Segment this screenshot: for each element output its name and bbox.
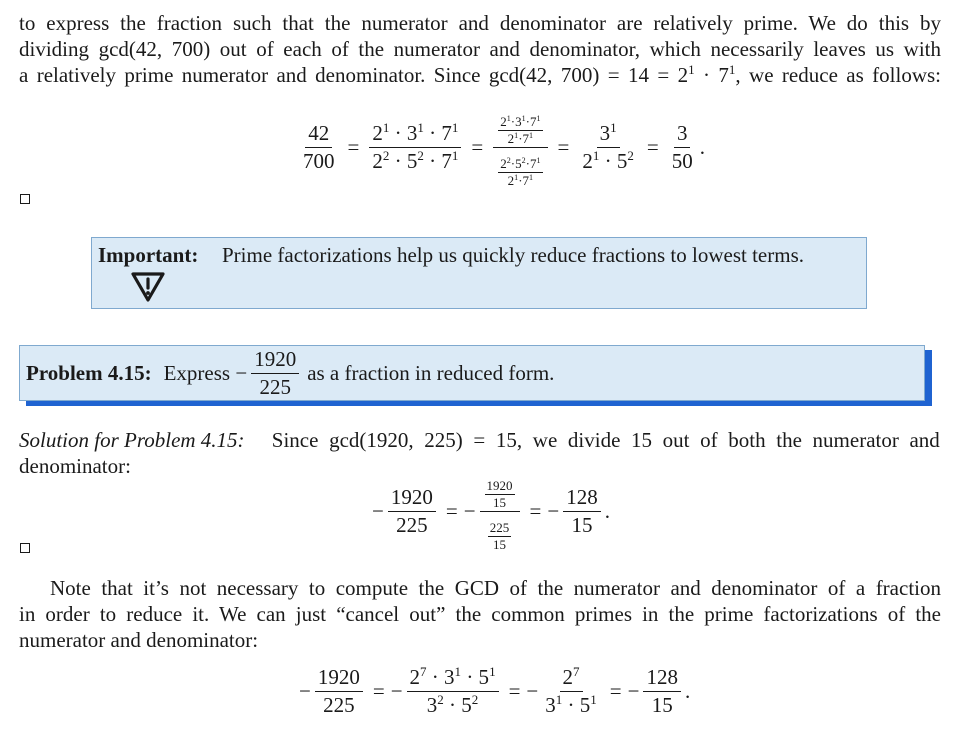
numerator: $2^1 \cdot 3^1 \cdot 7^1$ <box>369 122 461 148</box>
fraction: $\frac{2^2\cdot 5^2\cdot 7^1}{2^1\cdot 7^1}$ <box>500 156 541 188</box>
important-label: Important: <box>98 243 199 267</box>
problem-statement <box>26 348 554 399</box>
minus-sign: − <box>390 679 403 704</box>
qed-box-icon <box>20 543 30 553</box>
fraction <box>251 348 299 399</box>
fraction <box>643 666 681 717</box>
compound-fraction <box>480 472 520 552</box>
denominator: $3^2 \cdot 5^2$ <box>426 692 479 718</box>
paragraph-line: to express the fraction such that the numerator and denominator are relatively prime. We do this by <box>19 11 941 35</box>
denominator: 225 <box>396 513 428 538</box>
solution-line: denominator: <box>19 454 131 478</box>
solution-line <box>19 427 941 453</box>
fraction: $\frac{1920}{15}$ <box>486 478 513 510</box>
important-text: Prime factorizations help us quickly reduce fractions to lowest terms. <box>222 243 805 267</box>
text-segment: , we reduce as follows: <box>735 63 942 87</box>
denominator: $2^2 \cdot 5^2 \cdot 7^1$ <box>372 148 459 174</box>
paragraph-line: dividing gcd(42, 700) out of each of the numerator and denominator, which necessarily leaves us with <box>19 37 941 61</box>
problem-text: Express − <box>163 361 248 386</box>
fraction: $\frac{225}{15}$ <box>489 520 510 552</box>
solution-label: Solution for Problem 4.15: <box>19 428 245 452</box>
minus-sign: − <box>299 679 311 704</box>
minus-sign: − <box>547 499 560 524</box>
fraction <box>669 122 696 173</box>
equals-sign: = <box>347 135 360 160</box>
numerator <box>493 108 547 148</box>
period: . <box>604 499 610 524</box>
denominator: 700 <box>303 149 335 174</box>
paragraph-line: in order to reduce it. We can just “cancel out” the common primes in the prime factorizations of the <box>19 602 941 626</box>
equation-reduce-1920-225 <box>372 472 610 552</box>
equals-sign: = <box>471 135 484 160</box>
paragraph-line <box>19 62 941 88</box>
denominator: 50 <box>671 149 693 174</box>
equals-sign: = <box>508 679 521 704</box>
problem-box-shadow <box>925 350 932 406</box>
denominator <box>483 512 517 551</box>
denominator: 15 <box>651 693 673 718</box>
text-segment: · 7 <box>694 63 729 87</box>
numerator: $2^7$ <box>560 666 583 692</box>
equals-sign: = <box>372 679 385 704</box>
numerator: 1920 <box>315 666 363 692</box>
minus-sign: − <box>463 499 476 524</box>
compound-fraction <box>493 108 547 188</box>
denominator: $2^1 \cdot 5^2$ <box>582 148 634 174</box>
numerator: 128 <box>563 486 601 512</box>
fraction: $\frac{2^1\cdot 3^1\cdot 7^1}{2^1\cdot 7^1}$ <box>500 114 541 146</box>
important-callout <box>91 237 867 309</box>
numerator: 42 <box>305 122 332 148</box>
text-segment: a relatively prime numerator and denominator. Since gcd(42, 700) = 14 = 2 <box>19 63 689 87</box>
minus-sign: − <box>372 499 384 524</box>
paragraph-line: Note that it’s not necessary to compute the GCD of the numerator and denominator of a fraction <box>50 576 941 600</box>
equals-sign: = <box>529 499 542 524</box>
equals-sign: = <box>646 135 659 160</box>
warning-triangle-icon <box>130 271 166 303</box>
fraction <box>300 122 338 173</box>
numerator: 1920 <box>251 348 299 374</box>
period: . <box>684 679 691 704</box>
numerator: 3 <box>674 122 691 148</box>
numerator: 1920 <box>388 486 436 512</box>
denominator: 15 <box>571 513 593 538</box>
equals-sign: = <box>609 679 622 704</box>
equation-cancel-primes <box>299 666 690 717</box>
denominator <box>493 148 547 187</box>
denominator: 225 <box>259 375 291 400</box>
numerator <box>480 472 520 512</box>
exponent: 1 <box>728 62 736 78</box>
numerator: 128 <box>643 666 681 692</box>
qed-box-icon <box>20 194 30 204</box>
fraction <box>579 122 637 173</box>
denominator: 225 <box>323 693 355 718</box>
minus-sign: − <box>526 679 539 704</box>
period: . <box>699 135 705 160</box>
solution-text: Since gcd(1920, 225) = 15, we divide 15 out of both the numerator and <box>271 428 940 452</box>
fraction <box>407 666 499 717</box>
fraction <box>315 666 363 717</box>
equation-reduce-42-700 <box>296 108 705 188</box>
numerator: $2^7 \cdot 3^1 \cdot 5^1$ <box>407 666 499 692</box>
fraction <box>563 486 601 537</box>
fraction <box>388 486 436 537</box>
equals-sign: = <box>557 135 570 160</box>
paragraph-line: numerator and denominator: <box>19 628 259 652</box>
problem-text: as a fraction in reduced form. <box>307 361 555 386</box>
minus-sign: − <box>627 679 640 704</box>
fraction <box>542 666 600 717</box>
numerator: $3^1$ <box>597 122 620 148</box>
fraction <box>369 122 461 173</box>
equals-sign: = <box>445 499 458 524</box>
problem-label: Problem 4.15: <box>26 361 152 386</box>
exponent: 1 <box>688 62 695 78</box>
denominator: $3^1 \cdot 5^1$ <box>545 692 597 718</box>
